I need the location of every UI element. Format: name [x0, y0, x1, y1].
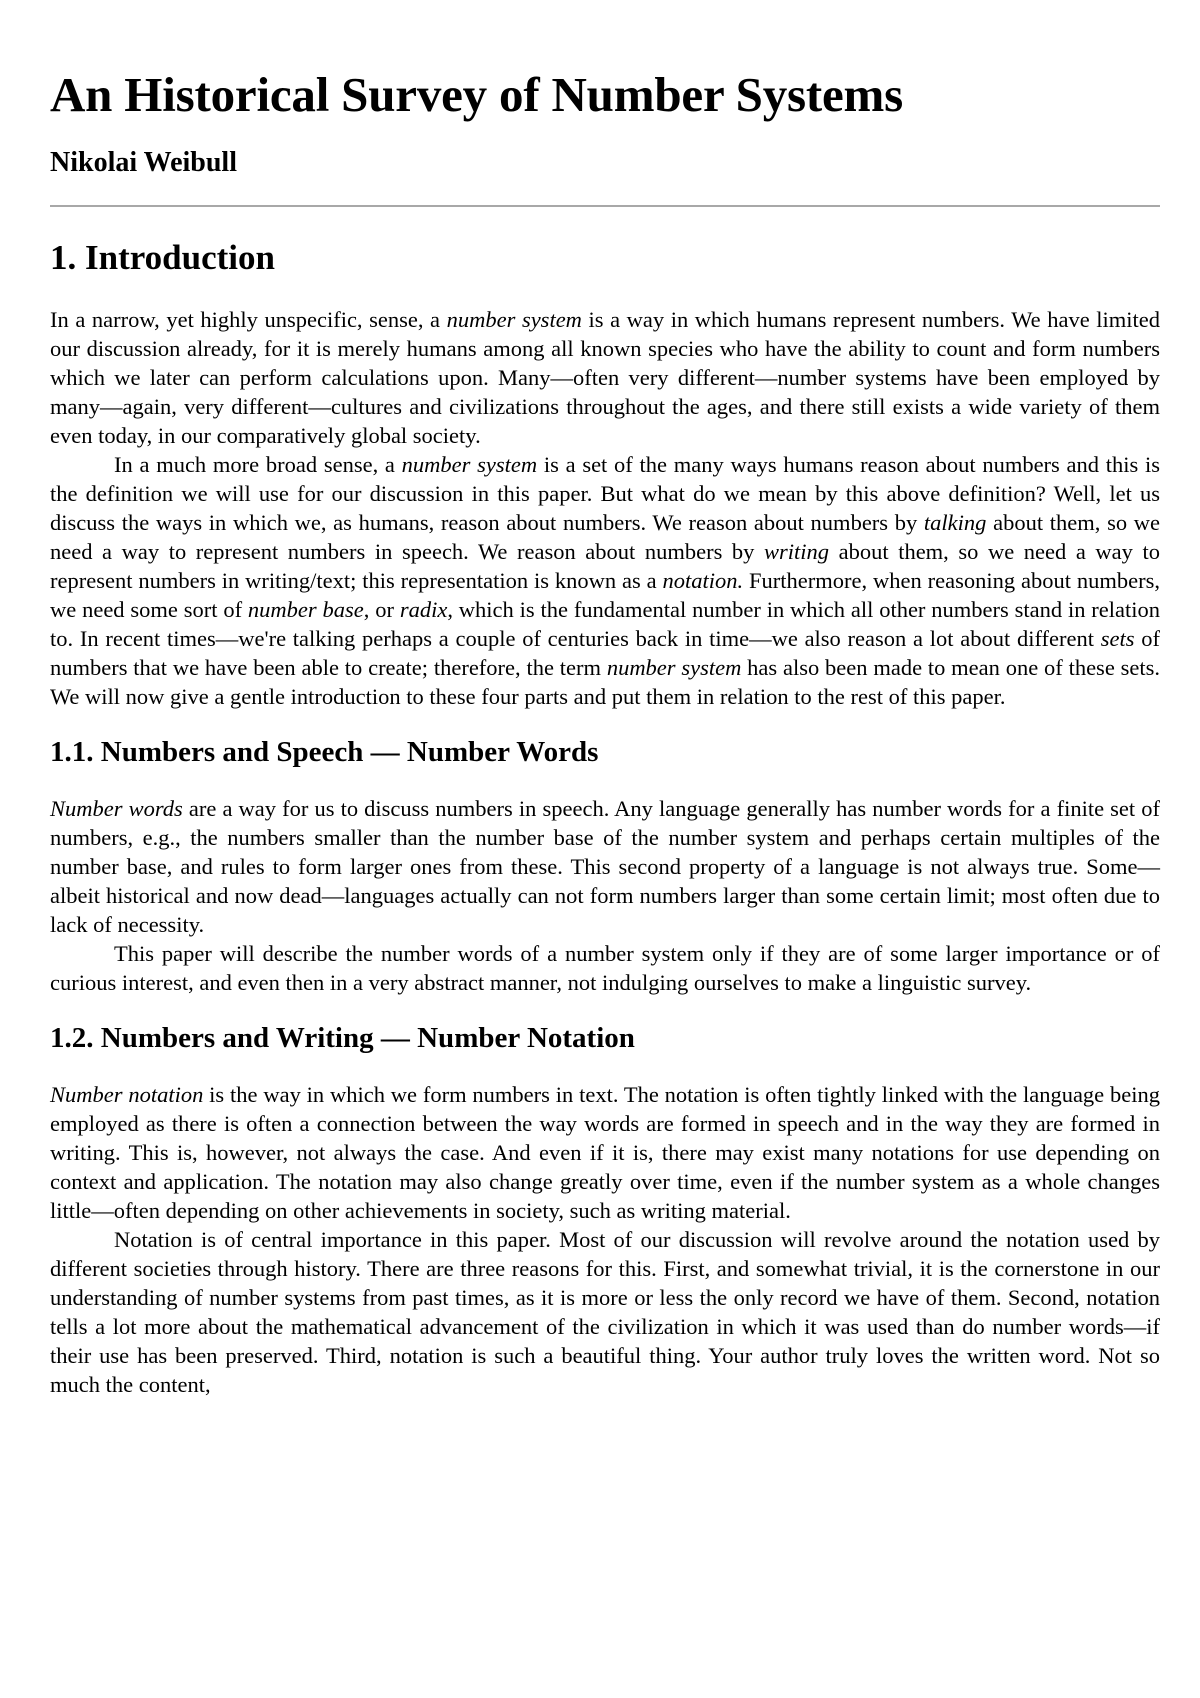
writing-paragraph-1: Number notation is the way in which we form numbers in text. The notation is often tightly linked with the language being employed as there is often a connection between the way words are formed in speech and in the way they are formed in writing. This is, however, not always the case. And even if it is, there may exist many notations for use depending on context and application. The notation may also change greatly over time, even if the number system as a whole changes little—often depending on other achievements in society, such as writing material. [50, 1082, 1160, 1224]
section-heading-number-words: 1.1. Numbers and Speech — Number Words [50, 736, 599, 769]
document-title: An Historical Survey of Number Systems [50, 67, 904, 122]
intro-paragraph-1: In a narrow, yet highly unspecific, sense, a number system is a way in which humans represent numbers. We have limited our discussion already, for it is merely humans among all known species who have the ability to count and form numbers which we later can perform calculations upon. Many—often very different—number systems have been employed by many—again, very different—cultures and civilizations throughout the ages, and there still exists a wide variety of them even today, in our comparatively global society. [50, 307, 1160, 449]
section-heading-number-notation: 1.2. Numbers and Writing — Number Notation [50, 1022, 635, 1055]
author-name: Nikolai Weibull [50, 146, 237, 178]
document-page [50, 0, 1160, 1399]
writing-paragraph-2: Notation is of central importance in this paper. Most of our discussion will revolve around the notation used by different societies through history. There are three reasons for this. First, and somewhat trivial, it is the cornerstone in our understanding of number systems from past times, as it is more or less the only record we have of them. Second, notation tells a lot more about the mathematical advancement of the civilization in which it was used than do number words—if their use has been preserved. Third, notation is such a beautiful thing. Your author truly loves the written word. Not so much the content, [50, 1227, 1160, 1398]
speech-paragraph-1: Number words are a way for us to discuss numbers in speech. Any language generally has number words for a finite set of numbers, e.g., the numbers smaller than the number base of the number system and perhaps certain multiples of the number base, and rules to form larger ones from these. This second property of a language is not always true. Some—albeit historical and now dead—languages actually can not form numbers larger than some certain limit; most often due to lack of necessity. [50, 796, 1161, 938]
section-heading-introduction: 1. Introduction [50, 238, 275, 278]
intro-paragraph-2: In a much more broad sense, a number system is a set of the many ways humans reason about numbers and this is the definition we will use for our discussion in this paper. But what do we mean by this above definition? Well, let us discuss the ways in which we, as humans, reason about numbers. We reason about numbers by talking about them, so we need a way to represent numbers in speech. We reason about numbers by writing about them, so we need a way to represent numbers in writing/text; this representation is known as a notation. Furthermore, when reasoning about numbers, we need some sort of number base, or radix, which is the fundamental number in which all other numbers stand in relation to. In recent times—we're talking perhaps a couple of centuries back in time—we also reason a lot about different sets of numbers that we have been able to create; therefore, the term number system has also been made to mean one of these sets. We will now give a gentle introduction to these four parts and put them in relation to the rest of this paper. [50, 452, 1161, 710]
speech-paragraph-2: This paper will describe the number words of a number system only if they are of some larger importance or of curious interest, and even then in a very abstract manner, not indulging ourselves to make a linguistic survey. [50, 941, 1160, 996]
title-divider [50, 205, 1160, 207]
